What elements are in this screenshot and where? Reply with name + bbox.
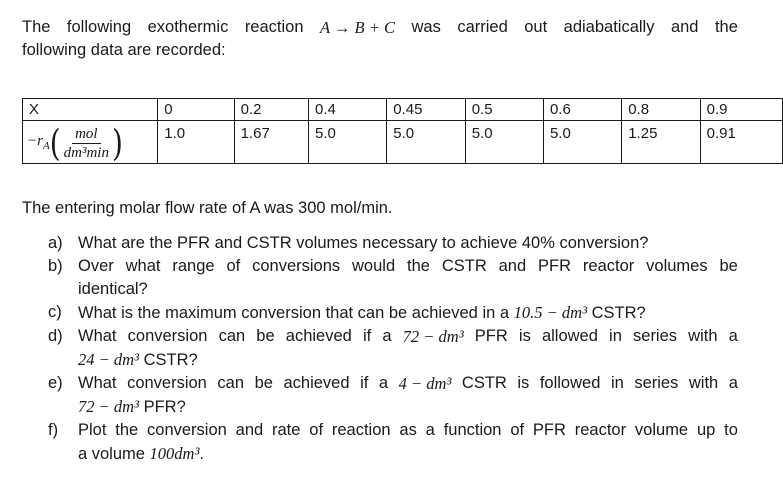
question-word: volume [634, 421, 689, 439]
question-line [78, 372, 738, 395]
question-word: function [443, 421, 502, 439]
question-line [78, 395, 738, 419]
question-word: with [688, 374, 719, 392]
conversion-row [23, 99, 783, 121]
question-text [78, 419, 738, 466]
rate-cell: 1.0 [158, 121, 234, 164]
question-word: series [634, 374, 679, 392]
question-text-run: identical? [78, 280, 148, 298]
rate-units [62, 125, 111, 162]
question-marker: c) [48, 303, 62, 321]
conversion-cell: 0.45 [387, 99, 465, 121]
question-word: Plot [78, 421, 107, 439]
rate-cell: 5.0 [387, 121, 465, 164]
question-word: in [609, 327, 622, 345]
conversion-cell: 0 [158, 99, 234, 121]
intro-word: The [22, 18, 51, 36]
question-word: PFR [538, 257, 572, 275]
question-word: of [510, 421, 525, 439]
question-word: conversion [127, 327, 208, 345]
rate-symbol: $-r_A$ [27, 133, 50, 152]
question-word: allowed [541, 327, 598, 345]
conversion-label: X [23, 99, 158, 121]
rate-cell: 5.0 [465, 121, 543, 164]
rate-units-numerator: mol [72, 125, 101, 144]
question-word: to [724, 421, 738, 439]
rate-cell: 1.25 [622, 121, 700, 164]
question-word: a [728, 374, 738, 392]
question-line [78, 419, 738, 442]
question-line [78, 278, 738, 301]
question-word: a [378, 374, 389, 392]
question-word: reactor [574, 421, 627, 439]
question-list [48, 232, 738, 466]
question-text-run: What are the PFR and CSTR volumes necessary to achieve 40% conversion? [78, 234, 649, 252]
question-word: reactor [582, 257, 635, 275]
rate-row [23, 121, 783, 164]
intro-word: the [714, 18, 738, 36]
question-text-run: CSTR? [587, 304, 646, 322]
conversion-cell: 0.5 [465, 99, 543, 121]
question-text-run: . [199, 445, 205, 463]
question-word: PFR [532, 421, 566, 439]
question-line [78, 442, 738, 466]
question-word: conversion [127, 374, 207, 392]
question-word: and [498, 257, 527, 275]
question-marker: a) [48, 234, 63, 252]
rate-units-denominator: dm³min [63, 145, 109, 161]
question-word: range [172, 257, 215, 275]
question-item [48, 255, 738, 301]
question-text [78, 372, 738, 419]
question-text-run: 10.5 − dm³ [513, 303, 588, 322]
question-word: conversion [147, 421, 227, 439]
question-word: be [254, 374, 273, 392]
question-item [48, 301, 738, 325]
question-word: a [425, 421, 435, 439]
question-word: rate [272, 421, 301, 439]
question-word: as [399, 421, 417, 439]
question-text [78, 232, 738, 255]
question-item [48, 419, 738, 466]
intro-word: and [670, 18, 699, 36]
question-word: be [719, 257, 738, 275]
question-text [78, 325, 738, 372]
question-word: What [78, 327, 117, 345]
question-line [78, 348, 738, 372]
question-word: what [125, 257, 161, 275]
question-word: can [218, 327, 246, 345]
question-word: conversions [252, 257, 341, 275]
question-word: PFR [474, 327, 508, 345]
question-line [78, 255, 738, 278]
left-paren: ( [49, 121, 61, 165]
question-word: a [382, 327, 392, 345]
rate-cell: 5.0 [543, 121, 621, 164]
question-word: achieved [283, 374, 350, 392]
rate-cell: 0.91 [700, 121, 782, 164]
intro-word: following [66, 18, 132, 36]
question-word: series [633, 327, 678, 345]
entering-flow-statement: The entering molar flow rate of A was 300 mol/min. [22, 199, 393, 217]
question-word: a [728, 327, 738, 345]
question-word: CSTR [461, 374, 507, 392]
question-word: What [78, 374, 117, 392]
question-text-run: 24 − dm³ [78, 350, 139, 369]
question-marker: f) [48, 421, 59, 439]
question-word: of [309, 421, 324, 439]
question-word: achieved [285, 327, 352, 345]
question-word: CSTR [441, 257, 487, 275]
question-word: the [407, 257, 430, 275]
question-item [48, 325, 738, 372]
question-word: the [115, 421, 139, 439]
intro-line-1 [22, 16, 738, 39]
data-table [22, 98, 783, 164]
question-text-run: 72 − dm³ [78, 397, 139, 416]
intro-word: reaction [244, 18, 304, 36]
question-text [78, 255, 738, 301]
question-marker: d) [48, 327, 63, 345]
rate-cell: 5.0 [309, 121, 387, 164]
intro-word: out [524, 18, 548, 36]
intro-word: carried [457, 18, 508, 36]
question-word: and [235, 421, 264, 439]
question-word: can [217, 374, 245, 392]
question-word: with [688, 327, 718, 345]
question-line [78, 232, 738, 255]
question-text-run: PFR? [139, 398, 186, 416]
intro-word: was [411, 18, 441, 36]
intro-line-2: following data are recorded: [22, 41, 226, 59]
question-word: reaction [331, 421, 391, 439]
right-paren: ) [111, 121, 123, 165]
question-word: up [696, 421, 716, 439]
question-marker: b) [48, 257, 63, 275]
question-text-run: CSTR? [139, 351, 198, 369]
question-item [48, 372, 738, 419]
conversion-cell: 0.6 [543, 99, 621, 121]
question-word: if [362, 327, 372, 345]
question-text-run: What is the maximum conversion that can be achieved in a [78, 304, 514, 322]
conversion-cell: 0.9 [700, 99, 782, 121]
question-word: be [256, 327, 275, 345]
question-item [48, 232, 738, 255]
question-line [78, 325, 738, 348]
question-word: in [610, 374, 624, 392]
question-marker: e) [48, 374, 63, 392]
question-word: followed [539, 374, 601, 392]
question-word: is [517, 374, 530, 392]
question-word: is [518, 327, 531, 345]
question-word: would [352, 257, 396, 275]
conversion-cell: 0.4 [309, 99, 387, 121]
question-word: if [360, 374, 369, 392]
question-word: Over [78, 257, 114, 275]
question-text [78, 301, 738, 325]
rate-label [23, 121, 158, 164]
intro-word: exothermic [147, 18, 229, 36]
intro-word: adiabatically [563, 18, 655, 36]
question-text-run: 100dm³ [149, 444, 200, 463]
intro-word: A → B + C [320, 18, 395, 37]
question-word: of [226, 257, 241, 275]
conversion-cell: 0.8 [622, 99, 700, 121]
conversion-cell: 0.2 [234, 99, 308, 121]
question-text-run: a volume [78, 445, 150, 463]
question-word: volumes [646, 257, 708, 275]
question-line [78, 301, 738, 325]
question-word: 72 − dm³ [402, 327, 464, 346]
problem-intro [22, 16, 738, 62]
rate-cell: 1.67 [234, 121, 308, 164]
question-word: 4 − dm³ [398, 374, 452, 393]
